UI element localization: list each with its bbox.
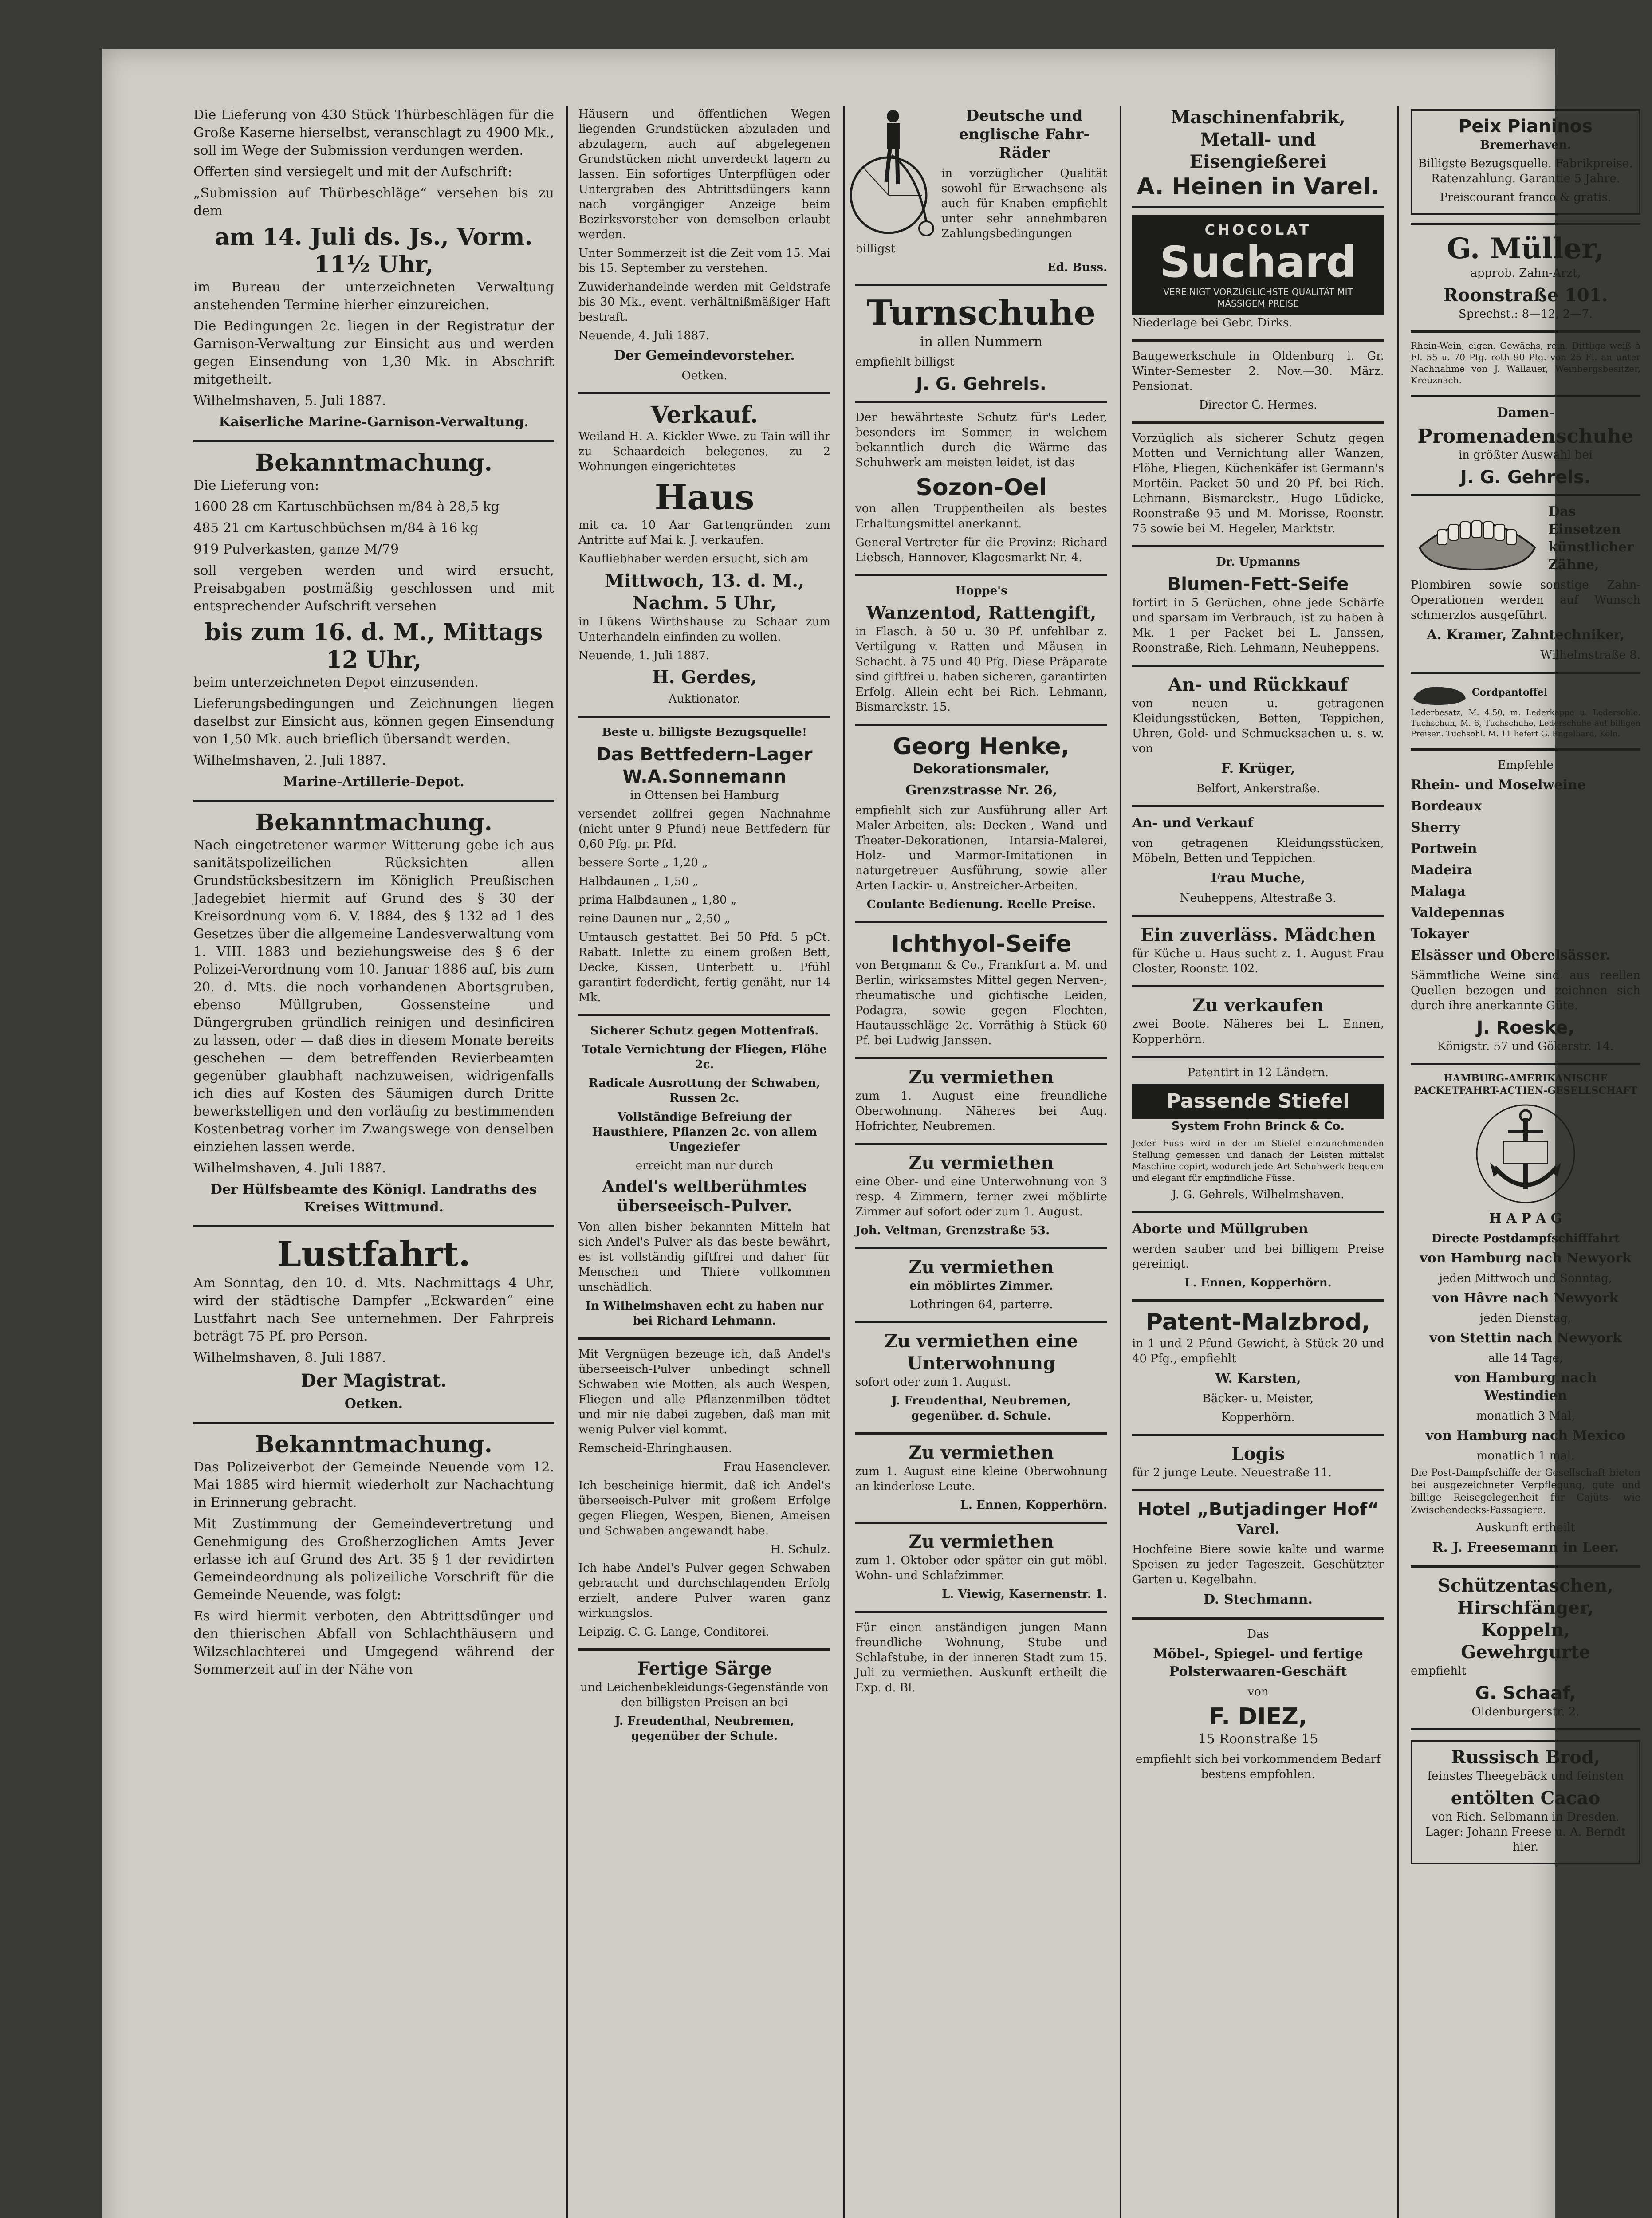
ad-boots <box>1132 1056 1384 1211</box>
ad-body: Mit Zustimmung der Gemeindevertretung und Genehmigung des Großherzoglichen Amts Jever erlasse ich auf Grund des Art. 35 § 1 der revidirten Gemeindeordnung als polizeiliche Vorschrift für die Gemeinde Neuende, was folgt: <box>193 1516 554 1603</box>
ad-title: Verkauf. <box>650 401 759 429</box>
ad-body: fortirt in 5 Gerüchen, ohne jede Schärfe und sparsam im Verbrauch, ist zu haben à Mk. 1 per Packet bei L. Janssen, Roonstraße, Rich. Lehmann, Neuheppens. <box>1132 596 1384 655</box>
ad-signature: Oetken. <box>344 1396 403 1412</box>
ad-body: in 1 und 2 Pfund Gewicht, à Stück 20 und 40 Pfg., empfiehlt <box>1132 1337 1384 1365</box>
ad-body: beim unterzeichneten Depot einzusenden. <box>193 675 479 690</box>
ad-place: Bremerhaven. <box>1480 138 1571 152</box>
ad-signature: J. Roeske, <box>1476 1018 1575 1038</box>
list-item: 1600 28 cm Kartuschbüchsen m/84 à 28,5 kg <box>193 499 500 515</box>
ad-body: in Flasch. à 50 u. 30 Pf. unfehlbar z. Vertilgung v. Ratten und Mäusen in Schacht. à 75 und 40 Pfg. Diese Präparate sind giftfrei u. haben sicheren, garantirten Erfolg. Allein echt bei Rich. Lehmann, Bismarckstr. 15. <box>855 625 1107 714</box>
ad-body: und Leichenbekleidungs-Gegenstände von den billigsten Preisen an bei <box>580 1681 829 1709</box>
ad-body: Am Sonntag, den 10. d. Mts. Nachmittags 4 Uhr, wird der städtische Dampfer „Eckwarden“ eine Lustfahrt nach See unternehmen. Der Fahrpreis beträgt 75 Pf. pro Person. <box>193 1275 554 1344</box>
route-frequency: monatlich 3 Mal, <box>1476 1409 1575 1423</box>
ad-body: Häusern und öffentlichen Wegen liegenden Grundstücken abzuladen und abzulagern, auch auf abgelegenen Grundstücken nicht unverdeckt lagern zu lassen. Ein sofortiges Unterpflügen oder Untergraben des Abtrittsdüngers kann nach vorgängiger Anzeige beim Bezirksvorsteher von demselben erlaubt werden. <box>578 107 830 241</box>
ad-title: Bekanntmachung. <box>255 809 492 836</box>
ad-coffins <box>578 1648 830 1753</box>
ad-signature: J. G. Gehrels. <box>1460 467 1591 488</box>
ad-body: zum 1. Oktober oder später ein gut möbl. Wohn- und Schlafzimmer. <box>855 1554 1107 1582</box>
ad-title: Zu vermiethen <box>909 1257 1054 1278</box>
ad-body: Hochfeine Biere sowie kalte und warme Speisen zu jeder Tageszeit. Geschützter Garten u. Kegelbahn. <box>1132 1543 1384 1586</box>
ad-body: von neuen u. getragenen Kleidungsstücken, Betten, Teppichen, Uhren, Gold- und Schmucksachen u. s. w. von <box>1132 697 1384 755</box>
ad-place-date: Wilhelmshaven, 8. Juli 1887. <box>193 1350 386 1365</box>
ad-police-ordinance <box>193 1422 554 1687</box>
ad-vermin-poison <box>855 574 1107 724</box>
ad-title: G. Müller, <box>1447 232 1605 265</box>
ad-body: empfiehlt sich zur Ausführung aller Art Maler-Arbeiten, als: Decken-, Wand- und Theater-Dekorationen, Intarsia-Malerei, Holz- und Marmor-Imitationen in naturgetreuer Ausführung, sowie aller Arten Lackir- u. Anstreicher-Arbeiten. <box>855 804 1107 893</box>
ad-testimonials <box>578 1337 830 1648</box>
ad-body: Es wird hiermit verboten, den Abtrittsdünger und den thierischen Abfall von Schlachthäusern und Wilzschlachterei und Umgegend während der Sommerzeit auf in der Nähe von <box>193 1608 554 1677</box>
ad-line: Vollständige Befreiung der Hausthiere, Pflanzen 2c. von allem Ungeziefer <box>592 1110 817 1154</box>
ad-kicker: Patentirt in 12 Ländern. <box>1188 1066 1329 1079</box>
ad-body: In Wilhelmshaven echt zu haben nur bei Richard Lehmann. <box>585 1299 824 1328</box>
product-item: Koppeln, <box>1481 1620 1570 1640</box>
ad-deadline: am 14. Juli ds. Js., Vorm. 11½ Uhr, <box>215 224 533 278</box>
ad-rhine-wine <box>1411 330 1640 395</box>
ad-body: Jeder Fuss wird in der im Stiefel einzunehmenden Stellung gemessen und danach der Leisten mittelst Maschine copirt, wodurch jede Art Schuhwerk bequem und elegant für empfindliche Füsse. <box>1132 1138 1384 1183</box>
ad-body: im Bureau der unterzeichneten Verwaltung anstehenden Termine hierher einzureichen. <box>193 279 554 313</box>
ad-furniture <box>1132 1617 1384 1791</box>
ad-body: von Rich. Selbmann in Dresden. Lager: Johann Freese u. A. Berndt hier. <box>1425 1810 1626 1854</box>
ad-rent-5 <box>855 1432 1107 1522</box>
column-1 <box>182 106 566 2218</box>
ad-signature: Auktionator. <box>669 692 740 706</box>
ad-soap <box>855 921 1107 1057</box>
wine-item: Bordeaux <box>1411 798 1482 814</box>
ad-title: Das Einsetzen künstlicher Zähne, <box>1548 504 1634 573</box>
ad-body: empfiehlt billigst <box>855 355 955 369</box>
ad-body: Kaufliebhaber werden ersucht, sich am <box>578 552 809 566</box>
ad-title: Bekanntmachung. <box>255 449 492 476</box>
ad-title: Andel's weltberühmtes überseeisch-Pulver. <box>602 1177 807 1215</box>
ad-title: Cordpantoffel <box>1472 687 1548 698</box>
ad-body: versendet zollfrei gegen Nachnahme (nicht unter 9 Pfund) neue Bettfedern für 0,60 Pfg. pr. Pfd. <box>578 807 830 851</box>
ad-rent-1 <box>855 1057 1107 1143</box>
ad-body: Offerten sind versiegelt und mit der Aufschrift: <box>193 164 512 180</box>
ad-title: Zu vermiethen <box>909 1531 1054 1552</box>
ad-signature: Joh. Veltman, Grenzstraße 53. <box>855 1224 1050 1237</box>
ad-second-hand <box>1132 665 1384 805</box>
ad-body: von Bergmann & Co., Frankfurt a. M. und Berlin, wirksamstes Mittel gegen Nerven-, rheumatische und gichtische Leiden, Podagra, sowie gegen Flechten, Hautausschläge 2c. Vorräthig à Stück 60 Pf. bei Ludwig Janssen. <box>855 959 1107 1047</box>
logo-subtext: VEREINIGT VORZÜGLICHSTE QUALITÄT MIT MÄSSIGEM PREISE <box>1163 287 1353 309</box>
route-row: von Stettin nach Newyork <box>1429 1330 1622 1346</box>
ad-kicker: Das <box>1247 1628 1269 1641</box>
ad-malt-bread <box>1132 1299 1384 1434</box>
ad-body: für Küche u. Haus sucht z. 1. August Frau Closter, Roonstr. 102. <box>1132 947 1384 975</box>
route-frequency: jeden Dienstag, <box>1480 1312 1571 1325</box>
ad-hunting-gear <box>1411 1565 1640 1728</box>
ad-shipping-line <box>1411 1063 1640 1565</box>
ad-rent-2 <box>855 1143 1107 1247</box>
ad-body: Die Lieferung von 430 Stück Thürbeschlägen für die Große Kaserne hierselbst, veranschlagt zu 4900 Mk., soll im Wege der Submission verdungen werden. <box>193 107 554 158</box>
route-row: von Hamburg nach Mexico <box>1425 1428 1626 1443</box>
ad-title: Passende Stiefel <box>1132 1084 1384 1119</box>
ad-signature: L. Viewig, Kasernenstr. 1. <box>942 1588 1107 1601</box>
office-hours: Sprechst.: 8—12, 2—7. <box>1458 307 1593 321</box>
testimonial: Ich bescheinige hiermit, daß ich Andel's überseeisch-Pulver mit großem Erfolge gegen Fliegen, Wespen, Bienen, Ameisen und Schwaben angewandt habe. <box>578 1479 830 1538</box>
ad-pianos <box>1411 109 1640 223</box>
ad-bedfeathers <box>578 716 830 1014</box>
ad-submission-door-fittings <box>193 106 554 440</box>
ad-title: Sozon-Oel <box>916 474 1047 501</box>
ad-signature: D. Stechmann. <box>1204 1592 1313 1607</box>
ad-body: General-Vertreter für die Provinz: Richard Liebsch, Hannover, Klagesmarkt Nr. 4. <box>855 536 1107 564</box>
anchor-emblem-icon <box>1472 1101 1579 1207</box>
ad-cesspit-cleaning <box>1132 1211 1384 1299</box>
ad-moth-protection <box>1132 421 1384 545</box>
ad-body: Vorzüglich als sicherer Schutz gegen Motten und Vernichtung aller Wanzen, Flöhe, Fliegen, Küchenkäfer ist Germann's Mortëin. Packet 50 und 20 Pf. bei Rich. Lehmann, Bismarckstr., Hugo Lüdicke, Roonstraße 95 und M. Morisse, Roonstr. 75 sowie bei M. Hegeler, Marktstr. <box>1132 432 1384 535</box>
ad-signature: Der Hülfsbeamte des Königl. Landraths des Kreises Wittmund. <box>210 1182 537 1215</box>
ad-deadline: Mittwoch, 13. d. M., Nachm. 5 Uhr, <box>604 570 805 613</box>
ad-body: Für einen anständigen jungen Mann freundliche Wohnung, Stube und Schlafstube, in der inneren Stadt zum 15. Juli zu vermiethen. Auskunft ertheilt die Exp. d. Bl. <box>855 1621 1107 1695</box>
ad-title: Ichthyol-Seife <box>891 931 1072 957</box>
testimonial: Mit Vergnügen bezeuge ich, daß Andel's überseeisch-Pulver unbedingt schnell Schwaben wie Motten, als auch Wespen, Fliegen und alle Pflanzenmilben tödtet und mir nie dabei zugeben, daß man mit wenig Pulver viel kommt. <box>578 1348 830 1436</box>
ad-signature: J. Freudenthal, Neubremen, gegenüber. d. Schule. <box>891 1394 1071 1423</box>
ad-sanitation-notice <box>193 800 554 1225</box>
slipper-icon <box>1411 681 1468 708</box>
column-2 <box>567 106 842 2218</box>
ad-body: Nach eingetretener warmer Witterung gebe ich aus sanitätspolizeilichen Rücksichten allen Grundstücksbesitzern im Königlich Preußischen Jadegebiet hiermit auf Grund des § 30 der Kreisordnung vom 6. V. 1884, des § 132 ad 1 des Gesetzes über die allgemeine Landesverwaltung vom 1. VIII. 1883 und beziehungsweise des § 6 der Polizei-Verordnung vom 10. Januar 1886 auf, bis zum 20. d. Mts. die noch vorhandenen Abortsgruben, ebenso Müllgruben, Gossensteine und Düngergruben gründlich reinigen und desinficiren zu lassen, oder — daß dies in diesem Monate bereits geschehen — dem betreffenden Revierbeamten gegenüber glaubhaft nachzuweisen, widrigenfalls ich dies auf Kosten des Säumigen durch Dritte bewerkstelligen und den vorläufig zu bestimmenden Kostenbetrag vorher im Zwangswege von denselben einziehen lassen werde. <box>193 838 554 1155</box>
ad-title: Promenadenschuhe <box>1417 425 1634 448</box>
ad-subtitle: Dekorationsmaler, <box>913 761 1050 777</box>
ad-body: Plombiren sowie sonstige Zahn-Operationen werden auf Wunsch schmerzlos ausgeführt. <box>1411 578 1640 622</box>
pianos-box <box>1411 109 1640 215</box>
ad-title: An- und Verkauf <box>1132 815 1254 831</box>
wine-item: Malaga <box>1411 884 1466 899</box>
ad-address: Oldenburgerstr. 2. <box>1471 1705 1580 1719</box>
column-4 <box>1121 106 1396 2218</box>
wine-item: Valdepennas <box>1411 905 1505 920</box>
ad-subtitle: approb. Zahn-Arzt, <box>1470 267 1581 280</box>
ad-footer: Coulante Bedienung. Reelle Preise. <box>866 898 1096 911</box>
ad-buy-sell <box>1132 805 1384 915</box>
ad-body: in größter Auswahl bei <box>1458 448 1593 462</box>
ad-line: Sicherer Schutz gegen Mottenfraß. <box>590 1024 819 1038</box>
ad-line: Totale Vernichtung der Fliegen, Flöhe 2c. <box>582 1043 827 1071</box>
bread-box <box>1411 1740 1640 1864</box>
ad-signature: H. Schulz. <box>770 1543 830 1556</box>
ad-firm: W.A.Sonnemann <box>622 767 787 787</box>
ad-signature: A. Kramer, Zahntechniker, <box>1427 627 1624 643</box>
route-frequency: alle 14 Tage, <box>1488 1352 1563 1365</box>
ad-body: feinstes Theegebäck und feinsten <box>1427 1770 1624 1783</box>
ad-kicker: Empfehle <box>1498 759 1554 772</box>
product-item: Gewehrgurte <box>1461 1642 1590 1663</box>
ad-body: in vorzüglicher Qualität sowohl für Erwachsene als auch für Knaben empfiehlt unter sehr annehmbaren Zahlungsbedingungen billigst <box>855 167 1107 256</box>
ad-footer: Niederlage bei Gebr. Dirks. <box>1132 316 1293 330</box>
ad-body: Weiland H. A. Kickler Wwe. zu Tain will ihr zu Schaardeich belegenes, zu 2 Wohnungen eingerichtetes <box>578 430 830 473</box>
ad-address: Kopperhörn. <box>1221 1411 1295 1424</box>
ad-place-date: Neuende, 1. Juli 1887. <box>578 649 710 662</box>
ad-chocolate <box>1132 206 1384 339</box>
ad-body: von getragenen Kleidungsstücken, Möbeln, Betten und Teppichen. <box>1132 837 1384 865</box>
ad-russian-bread <box>1411 1728 1640 1872</box>
ad-footer: Preiscourant franco & gratis. <box>1440 191 1612 204</box>
ad-subtitle: Bäcker- u. Meister, <box>1202 1392 1314 1405</box>
ad-place-date: Neuende, 4. Juli 1887. <box>578 329 710 342</box>
ad-body: zum 1. August eine kleine Oberwohnung an kinderlose Leute. <box>855 1465 1107 1493</box>
ad-body: eine Ober- und eine Unterwohnung von 3 resp. 4 Zimmern, ferner zwei möblirte Zimmer auf sofort oder zum 1. August. <box>855 1175 1107 1219</box>
route-frequency: monatlich 1 mal. <box>1476 1449 1575 1463</box>
ad-body: sofort oder zum 1. August. <box>855 1376 1011 1389</box>
ad-signature: J. G. Gehrels. <box>916 374 1046 394</box>
ad-body: Zuwiderhandelnde werden mit Geldstrafe bis 30 Mk., event. verhältnißmäßiger Haft bestraft. <box>578 280 830 324</box>
ad-title: Fertige Särge <box>637 1658 772 1679</box>
ad-signature: Kaiserliche Marine-Garnison-Verwaltung. <box>219 414 529 430</box>
ad-kicker: Hoppe's <box>955 584 1007 598</box>
ad-body: in Lükens Wirthshause zu Schaar zum Unterhandeln einfinden zu wollen. <box>578 615 830 644</box>
ad-body: Unter Sommerzeit ist die Zeit vom 15. Mai bis 15. September zu verstehen. <box>578 247 830 275</box>
ad-maid-wanted <box>1132 915 1384 985</box>
ad-body: soll vergeben werden und wird ersucht, Preisabgaben postmäßig geschlossen und mit entsprechender Aufschrift versehen <box>193 563 554 614</box>
ad-body: mit ca. 10 Aar Gartengründen zum Antritte auf Mai k. J. verkaufen. <box>578 519 830 547</box>
ad-signature: Remscheid-Ehringhausen. <box>578 1442 732 1455</box>
ad-body: Das Polizeiverbot der Gemeinde Neuende vom 12. Mai 1885 wird hiermit wiederholt zur Nachachtung in Erinnerung gebracht. <box>193 1459 554 1510</box>
ad-address: Wilhelmstraße 8. <box>1540 649 1640 662</box>
ad-title: Blumen-Fett-Seife <box>1167 574 1349 594</box>
ad-subtitle: System Frohn Brinck & Co. <box>1171 1120 1345 1133</box>
ad-title: Ein zuverläss. Mädchen <box>1140 924 1376 945</box>
ad-title: Zu vermiethen <box>909 1152 1054 1173</box>
ad-body: Die Post-Dampfschiffe der Gesellschaft bieten bei ausgezeichneter Verpflegung, gute und billige Reisegelegenheit für Cajüts- wie Zwischendecks-Passagiere. <box>1411 1467 1640 1516</box>
ad-title: Deutsche und englische Fahr-Räder <box>959 107 1090 162</box>
ad-signature: Frau Hasenclever. <box>724 1460 830 1474</box>
ad-body: Rhein-Wein, eigen. Gewächs, rein. Dittlige weiß à Fl. 55 u. 70 Pfg. roth 90 Pfg. von 25 Fl. an unter Nachnahme von J. Wallauer, Weinbergsbesitzer, Kreuznach. <box>1411 340 1640 385</box>
ad-body: Die Bedingungen 2c. liegen in der Registratur der Garnison-Verwaltung zur Einsicht aus und werden gegen Einsendung von 1,30 Mk. in Abschrift mitgetheilt. <box>193 319 554 387</box>
ad-body: Sämmtliche Weine sind aus reellen Quellen bezogen und zeichnen sich durch ihre anerkannte Güte. <box>1411 969 1640 1012</box>
ad-rent-6 <box>855 1522 1107 1611</box>
ad-body: Lieferungsbedingungen und Zeichnungen liegen daselbst zur Einsicht aus, können gegen Einsendung von 1,50 Mk. auch brieflich übersandt werden. <box>193 696 554 747</box>
ad-place-date: Wilhelmshaven, 2. Juli 1887. <box>193 753 386 768</box>
ad-body: Von allen bisher bekannten Mitteln hat sich Andel's Pulver als das beste bewährt, es ist vollständig giftfrei und daher für Menschen und Thiere vollkommen unschädlich. <box>578 1220 830 1294</box>
ad-signature: Der Gemeindevorsteher. <box>614 348 795 363</box>
route-row: von Hâvre nach Newyork <box>1432 1290 1619 1306</box>
ad-place-date: Wilhelmshaven, 4. Juli 1887. <box>193 1160 386 1176</box>
list-item: 485 21 cm Kartuschbüchsen m/84 à 16 kg <box>193 520 479 536</box>
ad-bicycles <box>855 106 1107 284</box>
ad-line: erreicht man nur durch <box>635 1159 774 1172</box>
ad-signature: L. Ennen, Kopperhörn. <box>960 1498 1107 1512</box>
ad-title: HAMBURG-AMERIKANISCHE PACKETFAHRT-ACTIEN-GESELLSCHAFT <box>1414 1073 1637 1097</box>
ad-title: Logis <box>1231 1443 1285 1464</box>
ad-headline: Haus <box>654 477 755 518</box>
wine-item: Tokayer <box>1411 926 1469 942</box>
ad-body: Lederbesatz, M. 4,50, m. Lederkappe u. Ledersohle. Tuchschuh, M. 6, Tuchschuhe, Lederschuhe auf billigen Preisen. Tuchsohl. M. 11 liefert G. Engelhard, Köln. <box>1411 708 1640 739</box>
ad-body: „Submission auf Thürbeschläge“ versehen bis zu dem <box>193 185 554 219</box>
column-3 <box>844 106 1119 2218</box>
ad-house-sale <box>578 392 830 716</box>
ad-body: werden sauber und bei billigem Preise gereinigt. <box>1132 1243 1384 1271</box>
ad-title: An- und Rückkauf <box>1168 674 1348 695</box>
wine-item: Madeira <box>1411 862 1473 878</box>
ad-body: von allen Truppentheilen als bestes Erhaltungsmittel anerkannt. <box>855 502 1107 531</box>
ad-body: zum 1. August eine freundliche Oberwohnung. Näheres bei Aug. Hofrichter, Neubremen. <box>855 1089 1107 1133</box>
ad-title: entölten Cacao <box>1451 1788 1601 1809</box>
ad-insect-powder <box>578 1014 830 1337</box>
ad-rent-4 <box>855 1321 1107 1432</box>
ad-hotel <box>1132 1489 1384 1617</box>
ad-body: Umtausch gestattet. Bei 50 Pfd. 5 pCt. Rabatt. Inlette zu einem großen Bett, Decke, Kissen, Unterbett u. Pfühl garantirt federdicht, fertig genäht, nur 14 Mk. <box>578 931 830 1004</box>
wine-item: Portwein <box>1411 841 1477 857</box>
ad-signature: Frau Muche, <box>1211 870 1306 886</box>
ad-signature: L. Ennen, Kopperhörn. <box>1184 1276 1332 1290</box>
chocolate-logo <box>1132 215 1384 315</box>
ad-address: 15 Roonstraße 15 <box>1198 1731 1318 1747</box>
ad-deadline: bis zum 16. d. M., Mittags 12 Uhr, <box>205 619 543 673</box>
ad-flower-soap <box>1132 545 1384 665</box>
ad-room-wanted <box>855 1611 1107 1704</box>
ad-address: Roonstraße 101. <box>1443 285 1608 306</box>
ad-signature: J. G. Gehrels, Wilhelmshaven. <box>1172 1188 1345 1201</box>
ad-address: Grenzstrasse Nr. 26, <box>905 783 1058 798</box>
product-item: Hirschfänger, <box>1457 1597 1594 1618</box>
ad-boats-for-sale <box>1132 985 1384 1056</box>
ad-title: Zu verkaufen <box>1192 995 1324 1016</box>
ad-address: Lothringen 64, parterre. <box>909 1298 1053 1311</box>
ad-rent-3 <box>855 1247 1107 1321</box>
ad-line: Radicale Ausrottung der Schwaben, Russen 2c. <box>589 1077 820 1105</box>
ad-title: Möbel-, Spiegel- und fertige Polsterwaaren-Geschäft <box>1153 1646 1363 1679</box>
ad-signature: Oetken. <box>681 369 728 382</box>
ad-wines <box>1411 748 1640 1063</box>
ad-firm: A. Heinen in Varel. <box>1137 173 1380 200</box>
route-frequency: jeden Mittwoch und Sonntag, <box>1439 1272 1612 1285</box>
ad-kicker: Beste u. billigste Bezugsquelle! <box>602 726 807 739</box>
ad-body: Billigste Bezugsquelle. Fabrikpreise. Ratenzahlung. Garantie 5 Jahre. <box>1418 157 1633 185</box>
ad-signature: Director G. Hermes. <box>1199 398 1318 412</box>
ad-body: Der bewährteste Schutz für's Leder, besonders im Sommer, in welchem bekanntlich durch die Wärme das Schuhwerk am meisten leidet, ist das <box>855 411 1107 469</box>
ad-title: Russisch Brod, <box>1451 1747 1600 1768</box>
list-item: 919 Pulverkasten, ganze M/79 <box>193 542 399 557</box>
ad-ladies-shoes <box>1411 395 1640 494</box>
ad-place-date: Wilhelmshaven, 5. Juli 1887. <box>193 393 386 409</box>
ad-body: zwei Boote. Näheres bei L. Ennen, Kopperhörn. <box>1132 1018 1384 1046</box>
ad-body: empfiehlt <box>1411 1664 1466 1678</box>
ad-kicker: Damen- <box>1496 405 1555 421</box>
logo-top-text: CHOCOLAT <box>1204 221 1312 238</box>
ad-slippers <box>1411 672 1640 748</box>
ad-kicker: Dr. Upmanns <box>1216 555 1300 569</box>
ad-body: Die Lieferung von: <box>193 478 319 493</box>
ad-title: Aborte und Müllgruben <box>1132 1221 1308 1237</box>
ad-signature: F. Krüger, <box>1221 761 1295 776</box>
ad-dentist <box>1411 223 1640 330</box>
ad-gym-shoes <box>855 284 1107 401</box>
route-row: von Hamburg nach Newyork <box>1420 1251 1632 1266</box>
ad-signature: R. J. Freesemann in Leer. <box>1432 1540 1619 1555</box>
ad-signature: Ed. Buss. <box>1047 261 1107 274</box>
ad-boat-excursion <box>193 1225 554 1422</box>
ad-foundry <box>1132 106 1384 206</box>
ad-footer: Auskunft ertheilt <box>1476 1521 1575 1534</box>
wine-item: Rhein- und Moselweine <box>1411 777 1586 793</box>
ad-address: Belfort, Ankerstraße. <box>1196 782 1320 795</box>
ad-title: Zu vermiethen <box>909 1442 1054 1463</box>
ad-title: Zu vermiethen eine Unterwohnung <box>884 1331 1078 1374</box>
ad-title: Patent-Malzbrod, <box>1146 1309 1370 1336</box>
price-row: Halbdaunen „ 1,50 „ <box>578 875 699 888</box>
ad-body: empfiehlt sich bei vorkommendem Bedarf bestens empfohlen. <box>1135 1753 1381 1781</box>
ad-signature: J. Freudenthal, Neubremen, gegenüber der Schule. <box>614 1715 795 1743</box>
ad-signature: Leipzig. C. G. Lange, Conditorei. <box>578 1625 770 1639</box>
ad-artillery-depot <box>193 440 554 800</box>
wine-item: Sherry <box>1411 820 1460 835</box>
ad-place: Varel. <box>1236 1522 1280 1537</box>
wine-item: Elsässer und Oberelsässer. <box>1411 948 1610 963</box>
ad-address: Neuheppens, Altestraße 3. <box>1180 892 1337 905</box>
ad-title: Bekanntmachung. <box>255 1431 492 1458</box>
ad-title: Turnschuhe <box>866 293 1096 333</box>
dentures-icon <box>1411 503 1544 574</box>
product-item: Schützentaschen, <box>1438 1575 1613 1596</box>
ad-body: Baugewerkschule in Oldenburg i. Gr. Winter-Semester 2. Nov.—30. März. Pensionat. <box>1132 350 1384 393</box>
ad-leather-oil <box>855 401 1107 574</box>
price-row: bessere Sorte „ 1,20 „ <box>578 856 708 869</box>
ad-signature: G. Schaaf, <box>1475 1683 1576 1703</box>
ad-title: Das Bettfedern-Lager <box>596 744 813 765</box>
ad-title: Georg Henke, <box>893 733 1070 760</box>
price-row: reine Daunen nur „ 2,50 „ <box>578 912 731 925</box>
ad-dental-technician <box>1411 494 1640 672</box>
ad-firm: F. DIEZ, <box>1209 1703 1307 1730</box>
ad-title: Zu vermiethen <box>909 1067 1054 1088</box>
ad-signature: Der Magistrat. <box>301 1370 447 1391</box>
high-wheel-bicycle-icon <box>855 106 935 240</box>
ad-building-school <box>1132 339 1384 421</box>
newspaper-page <box>102 49 1640 2218</box>
ad-title: Hotel „Butjadinger Hof“ <box>1137 1499 1379 1520</box>
column-5 <box>1399 106 1652 2218</box>
testimonial: Ich habe Andel's Pulver gegen Schwaben gebraucht und durchschlagenden Erfolg erzielt, andere Pulver waren ganz wirkungslos. <box>578 1561 830 1620</box>
ad-body: ein möblirtes Zimmer. <box>909 1279 1053 1293</box>
ad-title: Peix Pianinos <box>1459 116 1593 137</box>
ad-title: Wanzentod, Rattengift, <box>866 602 1097 623</box>
route-row: von Hamburg nach Westindien <box>1454 1370 1597 1404</box>
ad-kicker: Directe Postdampfschifffahrt <box>1431 1232 1620 1245</box>
ad-signature: W. Karsten, <box>1215 1371 1301 1386</box>
ad-ordinance-continued <box>578 106 830 392</box>
ad-decorator <box>855 724 1107 921</box>
ad-signature: H. Gerdes, <box>652 667 757 688</box>
price-row: prima Halbdaunen „ 1,80 „ <box>578 893 737 907</box>
ad-place: in Ottensen bei Hamburg <box>630 789 779 802</box>
ad-title: Maschinenfabrik, Metall- und Eisengießerei <box>1171 107 1345 172</box>
ad-lodging <box>1132 1434 1384 1489</box>
brand-name: Suchard <box>1160 237 1357 287</box>
ad-connector: von <box>1247 1685 1269 1699</box>
ad-subtitle: in allen Nummern <box>920 334 1043 350</box>
emblem-initials: H A P A G <box>1489 1211 1562 1226</box>
ad-body: für 2 junge Leute. Neuestraße 11. <box>1132 1466 1332 1479</box>
ad-title: Lustfahrt. <box>277 1234 471 1274</box>
ad-signature: Marine-Artillerie-Depot. <box>283 774 464 790</box>
ad-address: Königstr. 57 und Gökerstr. 14. <box>1437 1040 1614 1053</box>
